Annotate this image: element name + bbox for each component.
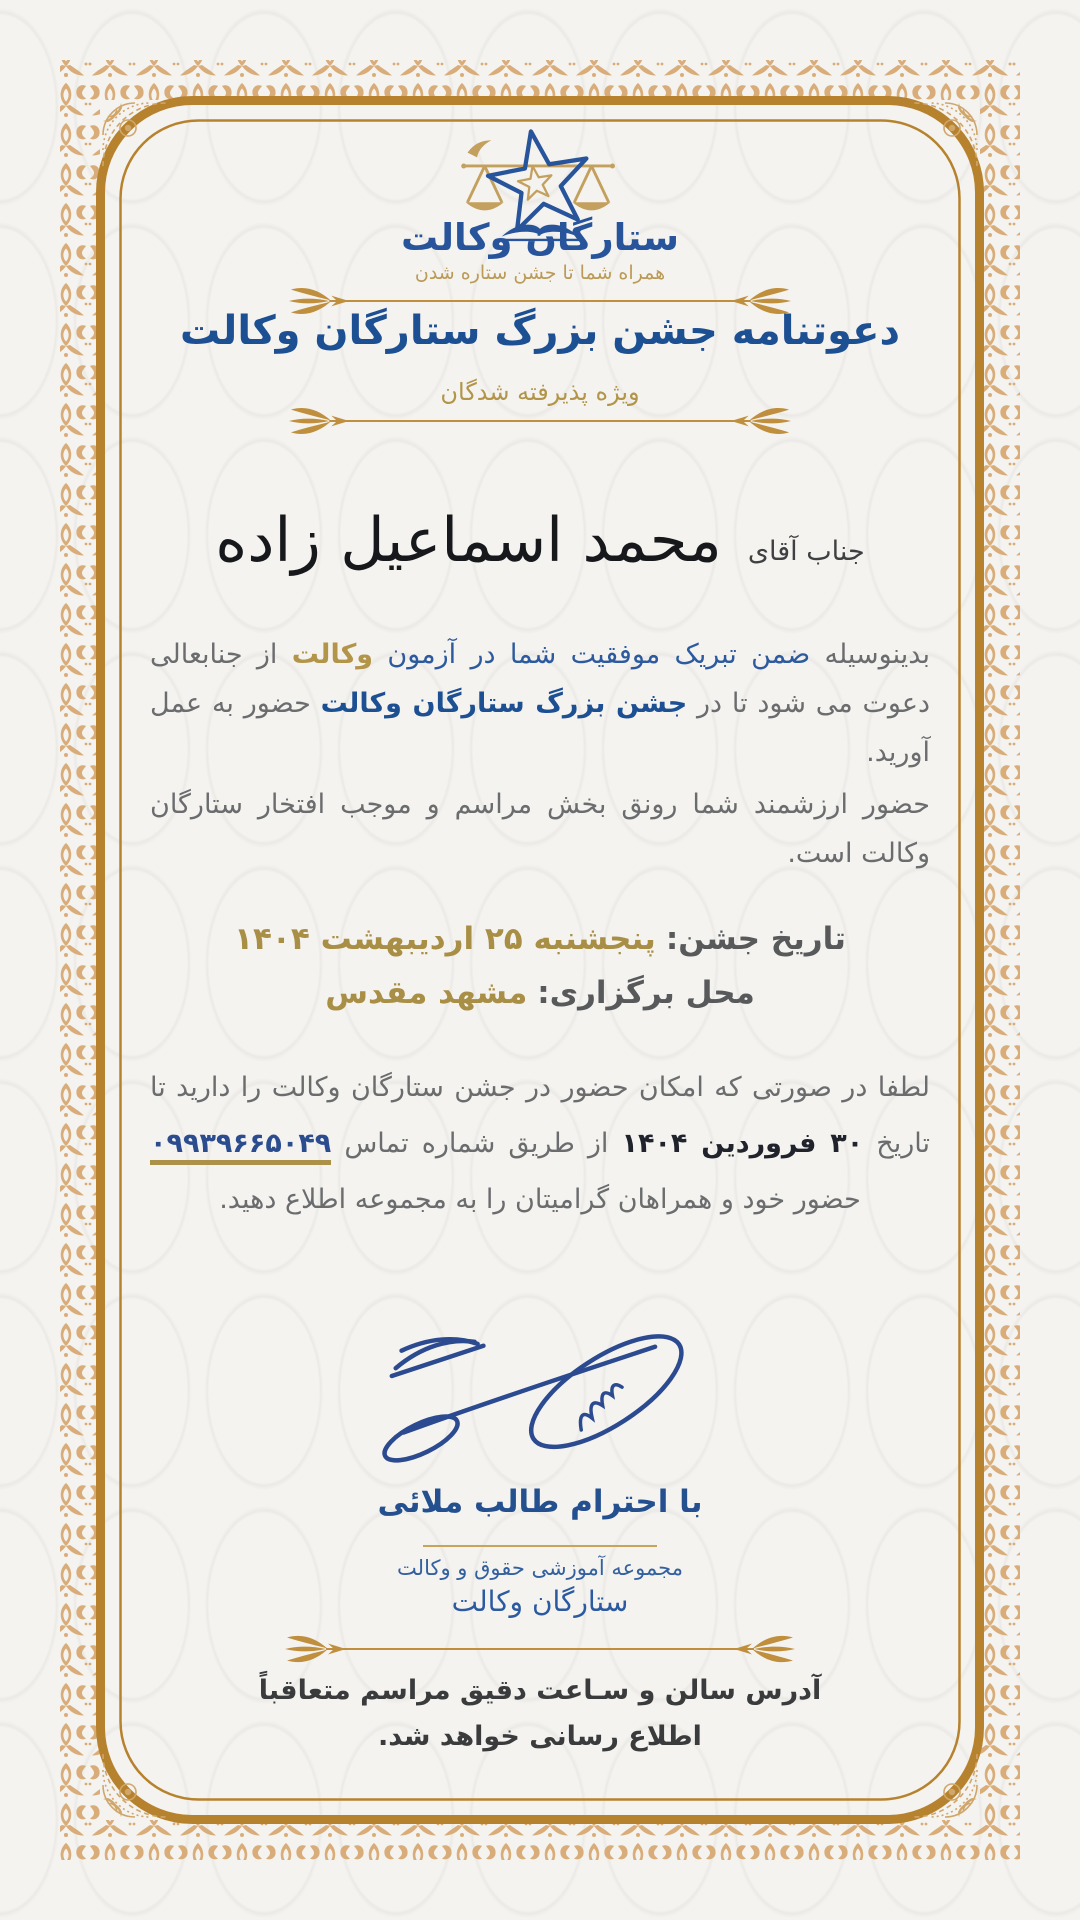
brand-tagline: همراه شما تا جشن ستاره شدن	[414, 262, 666, 284]
signature-scribble	[345, 1312, 735, 1480]
event-details	[0, 912, 1080, 1020]
text-segment: ۳۰ فروردین ۱۴۰۴	[621, 1128, 864, 1159]
event-venue-label: محل برگزاری:	[537, 975, 755, 1011]
text-segment: حضور به عمل آورید.	[150, 688, 930, 768]
signature-divider-line	[423, 1545, 657, 1547]
organization-line2: ستارگان وکالت	[451, 1585, 629, 1618]
text-segment: بدینوسیله	[810, 639, 930, 670]
event-date-label: تاریخ جشن:	[665, 921, 846, 957]
brand-name: ستارگان وکالت	[400, 216, 680, 259]
text-segment: از جنابعالی دعوت می شود تا در	[150, 639, 930, 719]
event-venue-line	[0, 966, 1080, 1020]
event-venue-value: مشهد مقدس	[325, 975, 528, 1011]
body-paragraph-congrats	[150, 630, 930, 777]
text-segment: جشن بزرگ ستارگان وکالت	[320, 688, 688, 719]
organization-line1: مجموعه آموزشی حقوق و وکالت	[397, 1556, 683, 1580]
footer-note-line1: آدرس سالن و سـاعت دقیق مراسم متعاقباً	[258, 1675, 822, 1706]
recipient-salutation: جناب آقای	[747, 536, 865, 567]
text-segment: حضور خود و همراهان گرامیتان را به مجموعه اطلاع دهید.	[219, 1184, 861, 1215]
event-date-value: پنجشنبه ۲۵ اردیبهشت ۱۴۰۴	[234, 921, 656, 957]
invitation-title: دعوتنامه جشن بزرگ ستارگان وکالت	[179, 308, 901, 354]
signatory-name: با احترام طالب ملائی	[377, 1484, 703, 1520]
footer-note	[0, 1668, 1080, 1760]
text-segment: از طریق شماره تماس	[331, 1128, 622, 1159]
event-date-line	[0, 912, 1080, 966]
rsvp-phone-number[interactable]: ۰۹۹۳۹۶۶۵۰۴۹	[150, 1128, 331, 1165]
ornament-divider-footer	[253, 1632, 827, 1666]
body-paragraph-presence: حضور ارزشمند شما رونق بخش مراسم و موجب افتخار ستارگان وکالت است.	[150, 789, 930, 869]
text-segment: لطفا در صورتی که امکان حضور در جشن ستارگان وکالت را دارید تا تاریخ	[150, 1072, 930, 1159]
recipient-row	[150, 505, 930, 576]
text-segment: ضمن تبریک موفقیت شما در آزمون	[373, 639, 811, 670]
recipient-name: محمد اسماعیل زاده	[215, 505, 722, 576]
rsvp-paragraph	[150, 1060, 930, 1228]
ornament-divider-title	[284, 404, 796, 438]
footer-note-line2: اطلاع رسانی خواهد شد.	[378, 1721, 702, 1752]
invitation-subtitle: ویژه پذیرفته شدگان	[440, 378, 640, 406]
text-segment: وکالت	[291, 639, 374, 670]
